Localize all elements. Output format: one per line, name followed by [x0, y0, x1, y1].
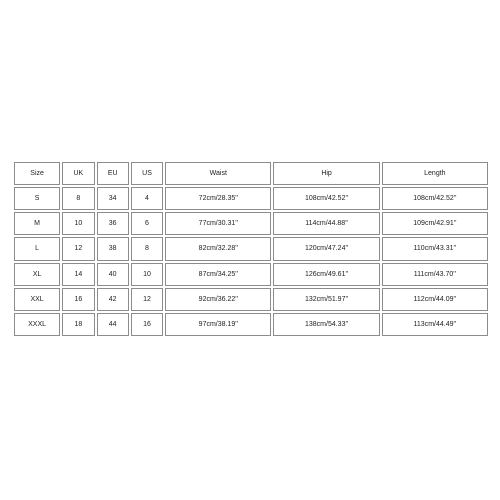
table-cell: M [14, 212, 60, 235]
table-cell: 112cm/44.09'' [382, 288, 488, 311]
table-row [14, 237, 488, 260]
table-cell: 87cm/34.25'' [165, 263, 271, 286]
table-cell: 109cm/42.91'' [382, 212, 488, 235]
table-cell: 8 [131, 237, 163, 260]
table-cell: 72cm/28.35'' [165, 187, 271, 210]
table-cell: 16 [62, 288, 94, 311]
table-cell: 10 [131, 263, 163, 286]
table-cell: 4 [131, 187, 163, 210]
table-cell: 42 [97, 288, 129, 311]
table-cell: 8 [62, 187, 94, 210]
table-cell: 120cm/47.24'' [273, 237, 379, 260]
table-cell: 10 [62, 212, 94, 235]
table-cell: 97cm/38.19'' [165, 313, 271, 336]
table-cell: 14 [62, 263, 94, 286]
table-cell: L [14, 237, 60, 260]
table-cell: 18 [62, 313, 94, 336]
table-cell: 113cm/44.49'' [382, 313, 488, 336]
table-cell: 16 [131, 313, 163, 336]
table-header-row [14, 162, 488, 185]
table-cell: XXXL [14, 313, 60, 336]
table-cell: 132cm/51.97'' [273, 288, 379, 311]
table-cell: 34 [97, 187, 129, 210]
table-cell: 111cm/43.70'' [382, 263, 488, 286]
table-cell: 77cm/30.31'' [165, 212, 271, 235]
header-cell: Size [14, 162, 60, 185]
header-cell: US [131, 162, 163, 185]
table-cell: 12 [131, 288, 163, 311]
table-cell: 44 [97, 313, 129, 336]
table-cell: XL [14, 263, 60, 286]
table-row [14, 212, 488, 235]
table-cell: 12 [62, 237, 94, 260]
table-cell: S [14, 187, 60, 210]
table-row [14, 187, 488, 210]
header-cell: EU [97, 162, 129, 185]
table-cell: 36 [97, 212, 129, 235]
table-cell: 82cm/32.28'' [165, 237, 271, 260]
table-cell: 40 [97, 263, 129, 286]
table-row [14, 288, 488, 311]
header-cell: Length [382, 162, 488, 185]
table-cell: 92cm/36.22'' [165, 288, 271, 311]
table-cell: 6 [131, 212, 163, 235]
table-cell: 110cm/43.31'' [382, 237, 488, 260]
table-cell: 138cm/54.33'' [273, 313, 379, 336]
table-row [14, 313, 488, 336]
table-cell: 108cm/42.52'' [382, 187, 488, 210]
header-cell: Hip [273, 162, 379, 185]
header-cell: UK [62, 162, 94, 185]
header-cell: Waist [165, 162, 271, 185]
table-cell: 114cm/44.88'' [273, 212, 379, 235]
table-row [14, 263, 488, 286]
table-cell: 38 [97, 237, 129, 260]
table-cell: XXL [14, 288, 60, 311]
table-cell: 108cm/42.52'' [273, 187, 379, 210]
size-chart-table [12, 160, 490, 338]
table-cell: 126cm/49.61'' [273, 263, 379, 286]
